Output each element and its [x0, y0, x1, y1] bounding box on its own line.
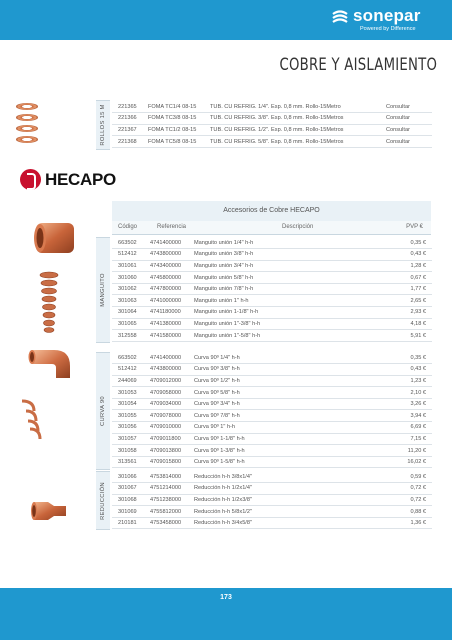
cell-ref: FOMA TC3/8 08-15: [148, 113, 210, 125]
table-row: [112, 445, 432, 457]
cell-desc: Reducción h-h 1/2x3/8": [194, 494, 384, 506]
table-row: [112, 483, 432, 495]
cell-ref: 4745800000: [150, 272, 194, 284]
table-row: [112, 113, 432, 125]
cell-price: 0,88 €: [384, 506, 432, 518]
cell-price: Consultar: [378, 124, 432, 136]
cell-code: 221366: [112, 113, 148, 125]
table-row: [112, 330, 432, 342]
cell-price: 3,94 €: [384, 410, 432, 422]
cell-ref: 4753814000: [150, 471, 194, 483]
table-row: [112, 136, 432, 148]
table-row: [112, 410, 432, 422]
cell-price: 0,59 €: [384, 471, 432, 483]
cell-price: 6,69 €: [384, 422, 432, 434]
table-row: [112, 352, 432, 364]
cell-code: 301055: [112, 410, 150, 422]
cell-price: 16,02 €: [384, 456, 432, 468]
side-label-text: CURVA 90: [100, 396, 106, 426]
table-row: [112, 506, 432, 518]
cell-code: 301053: [112, 387, 150, 399]
table-row: [112, 494, 432, 506]
cell-code: 301058: [112, 445, 150, 457]
cell-desc: Curva 90º 1/2" h-h: [194, 375, 384, 387]
cell-code: 512412: [112, 249, 150, 261]
cell-desc: Curva 90º 1/4" h-h: [194, 352, 384, 364]
col-code: Código: [118, 224, 138, 230]
cell-desc: Manguito unión 1-1/8" h-h: [194, 307, 384, 319]
coupling-sizes-image: [36, 270, 62, 334]
table-row: [112, 387, 432, 399]
cell-desc: Manguito unión 3/4" h-h: [194, 260, 384, 272]
cell-ref: 4709011800: [150, 433, 194, 445]
cell-code: 210181: [112, 517, 150, 529]
elbow-sizes-image: [18, 395, 54, 443]
table-row: [112, 398, 432, 410]
table-row: [112, 456, 432, 468]
cell-price: 3,26 €: [384, 398, 432, 410]
cell-ref: 4743400000: [150, 260, 194, 272]
copper-coil-image: [16, 114, 38, 121]
cell-desc: Reducción h-h 1/2x1/4": [194, 483, 384, 495]
cell-desc: Curva 90º 1-3/8" h-h: [194, 445, 384, 457]
coupling-image: [30, 215, 80, 259]
cell-ref: 4753458000: [150, 517, 194, 529]
table-row: [112, 318, 432, 330]
cell-code: 313561: [112, 456, 150, 468]
table-row: [112, 260, 432, 272]
cell-price: Consultar: [378, 101, 432, 113]
cell-price: 11,20 €: [384, 445, 432, 457]
table-row: [112, 124, 432, 136]
cell-desc: Curva 90º 7/8" h-h: [194, 410, 384, 422]
brand-name: sonepar: [353, 6, 421, 25]
cell-ref: 4751214000: [150, 483, 194, 495]
cell-code: 301067: [112, 483, 150, 495]
cell-desc: Manguito unión 3/8" h-h: [194, 249, 384, 261]
cell-desc: TUB. CU REFRIG. 5/8". Esp. 0,8 mm. Rollo-15Metros: [210, 136, 378, 148]
cell-desc: Curva 90º 5/8" h-h: [194, 387, 384, 399]
cell-desc: Curva 90º 1-1/8" h-h: [194, 433, 384, 445]
cell-desc: TUB. CU REFRIG. 1/2". Esp. 0,8 mm. Rollo-15Metros: [210, 124, 378, 136]
table-row: [112, 422, 432, 434]
table-row: [112, 364, 432, 376]
page-title: COBRE Y AISLAMIENTO: [279, 55, 437, 75]
cell-ref: 4741580000: [150, 330, 194, 342]
table-row: [112, 237, 432, 249]
cell-ref: 4709015800: [150, 456, 194, 468]
cell-desc: Manguito unión 1"-3/8" h-h: [194, 318, 384, 330]
table-row: [112, 517, 432, 529]
cell-code: 312558: [112, 330, 150, 342]
cell-code: 301062: [112, 283, 150, 295]
cell-code: 301056: [112, 422, 150, 434]
cell-price: 1,23 €: [384, 375, 432, 387]
cell-ref: 4709010000: [150, 422, 194, 434]
cell-desc: TUB. CU REFRIG. 3/8". Esp. 0,8 mm. Rollo-15Metros: [210, 113, 378, 125]
cell-code: 301068: [112, 494, 150, 506]
cell-ref: 4743800000: [150, 364, 194, 376]
side-label-rollos: [96, 100, 110, 150]
sonepar-logo: [330, 8, 440, 34]
cell-desc: Manguito unión 1" h-h: [194, 295, 384, 307]
cell-ref: 4755812000: [150, 506, 194, 518]
cell-code: 663502: [112, 352, 150, 364]
cell-desc: Manguito unión 1"-5/8" h-h: [194, 330, 384, 342]
cell-ref: 4741400000: [150, 352, 194, 364]
side-label-text: REDUCCIÓN: [100, 481, 106, 520]
cell-code: 301069: [112, 506, 150, 518]
cell-price: 5,91 €: [384, 330, 432, 342]
copper-coil-image: [16, 103, 38, 110]
side-label-text: ROLLOS 15 M: [100, 104, 106, 146]
header-bar: [0, 0, 452, 40]
cell-price: Consultar: [378, 113, 432, 125]
cell-price: 0,35 €: [384, 237, 432, 249]
cell-code: 301060: [112, 272, 150, 284]
cell-ref: 4741180000: [150, 307, 194, 319]
cell-price: 2,10 €: [384, 387, 432, 399]
cell-ref: FOMA TC1/4 08-15: [148, 101, 210, 113]
cell-code: 663502: [112, 237, 150, 249]
cell-price: 0,43 €: [384, 249, 432, 261]
cell-code: 221367: [112, 124, 148, 136]
cell-desc: Reducción h-h 3/4x5/8": [194, 517, 384, 529]
cell-ref: 4709013800: [150, 445, 194, 457]
cell-code: 301065: [112, 318, 150, 330]
copper-coil-image: [16, 125, 38, 132]
cell-ref: 4743800000: [150, 249, 194, 261]
cell-ref: 4709012000: [150, 375, 194, 387]
side-label-text: MANGUITO: [100, 273, 106, 307]
copper-coil-image: [16, 136, 38, 143]
cell-desc: TUB. CU REFRIG. 1/4". Esp. 0,8 mm. Rollo-15Metro: [210, 101, 378, 113]
cell-desc: Curva 90º 3/4" h-h: [194, 398, 384, 410]
cell-price: 0,72 €: [384, 494, 432, 506]
cell-desc: Manguito unión 5/8" h-h: [194, 272, 384, 284]
cell-price: 0,72 €: [384, 483, 432, 495]
cell-price: 7,15 €: [384, 433, 432, 445]
cell-code: 221365: [112, 101, 148, 113]
col-ref: Referencia: [157, 224, 187, 230]
cell-code: 301066: [112, 471, 150, 483]
table-row: [112, 101, 432, 113]
cell-price: Consultar: [378, 136, 432, 148]
table-row: [112, 283, 432, 295]
table-row: [112, 471, 432, 483]
table-row: [112, 433, 432, 445]
accessories-heading: Accesorios de Cobre HECAPO: [112, 201, 431, 221]
accessories-column-header: [112, 221, 431, 235]
hecapo-mark-icon: [20, 169, 41, 190]
cell-code: 301057: [112, 433, 150, 445]
cell-desc: Curva 90º 3/8" h-h: [194, 364, 384, 376]
cell-price: 1,77 €: [384, 283, 432, 295]
cell-code: 301063: [112, 295, 150, 307]
table-row: [112, 249, 432, 261]
cell-ref: 4741380000: [150, 318, 194, 330]
table-row: [112, 307, 432, 319]
manguito-table: [112, 237, 432, 342]
cell-price: 0,67 €: [384, 272, 432, 284]
table-row: [112, 295, 432, 307]
table-row: [112, 375, 432, 387]
cell-desc: Reducción h-h 3/8x1/4": [194, 471, 384, 483]
cell-price: 2,93 €: [384, 307, 432, 319]
cell-ref: FOMA TC5/8 08-15: [148, 136, 210, 148]
reducer-image: [30, 496, 70, 526]
cell-price: 1,36 €: [384, 517, 432, 529]
cell-code: 301064: [112, 307, 150, 319]
cell-ref: 4751238000: [150, 494, 194, 506]
cell-desc: Curva 90º 1" h-h: [194, 422, 384, 434]
cell-ref: FOMA TC1/2 08-15: [148, 124, 210, 136]
cell-code: 301054: [112, 398, 150, 410]
cell-price: 4,18 €: [384, 318, 432, 330]
cell-code: 221368: [112, 136, 148, 148]
col-desc: Descripción: [282, 224, 314, 230]
page-number: 173: [220, 594, 232, 601]
coil-table: [112, 101, 432, 148]
cell-price: 0,43 €: [384, 364, 432, 376]
side-label-reduccion: [96, 471, 110, 530]
cell-code: 301061: [112, 260, 150, 272]
cell-ref: 4747800000: [150, 283, 194, 295]
elbow-image: [26, 340, 86, 382]
cell-desc: Reducción h-h 5/8x1/2": [194, 506, 384, 518]
table-row: [112, 272, 432, 284]
sonepar-logo-icon: [330, 10, 350, 26]
cell-code: 244069: [112, 375, 150, 387]
cell-ref: 4709078000: [150, 410, 194, 422]
cell-ref: 4741400000: [150, 237, 194, 249]
side-label-manguito: [96, 237, 110, 343]
supplier-name: HECAPO: [45, 170, 116, 189]
col-price: PVP €: [406, 224, 423, 230]
reduccion-table: [112, 471, 432, 529]
curva-table: [112, 352, 432, 468]
cell-desc: Curva 90º 1-5/8" h-h: [194, 456, 384, 468]
cell-ref: 4709034000: [150, 398, 194, 410]
footer-bar: [0, 588, 452, 640]
cell-desc: Manguito unión 1/4" h-h: [194, 237, 384, 249]
cell-ref: 4741000000: [150, 295, 194, 307]
cell-price: 1,28 €: [384, 260, 432, 272]
cell-desc: Manguito unión 7/8" h-h: [194, 283, 384, 295]
cell-code: 512412: [112, 364, 150, 376]
cell-price: 2,65 €: [384, 295, 432, 307]
brand-tagline: Powered by Difference: [360, 26, 416, 32]
cell-price: 0,35 €: [384, 352, 432, 364]
side-label-curva: [96, 352, 110, 470]
cell-ref: 4709058000: [150, 387, 194, 399]
